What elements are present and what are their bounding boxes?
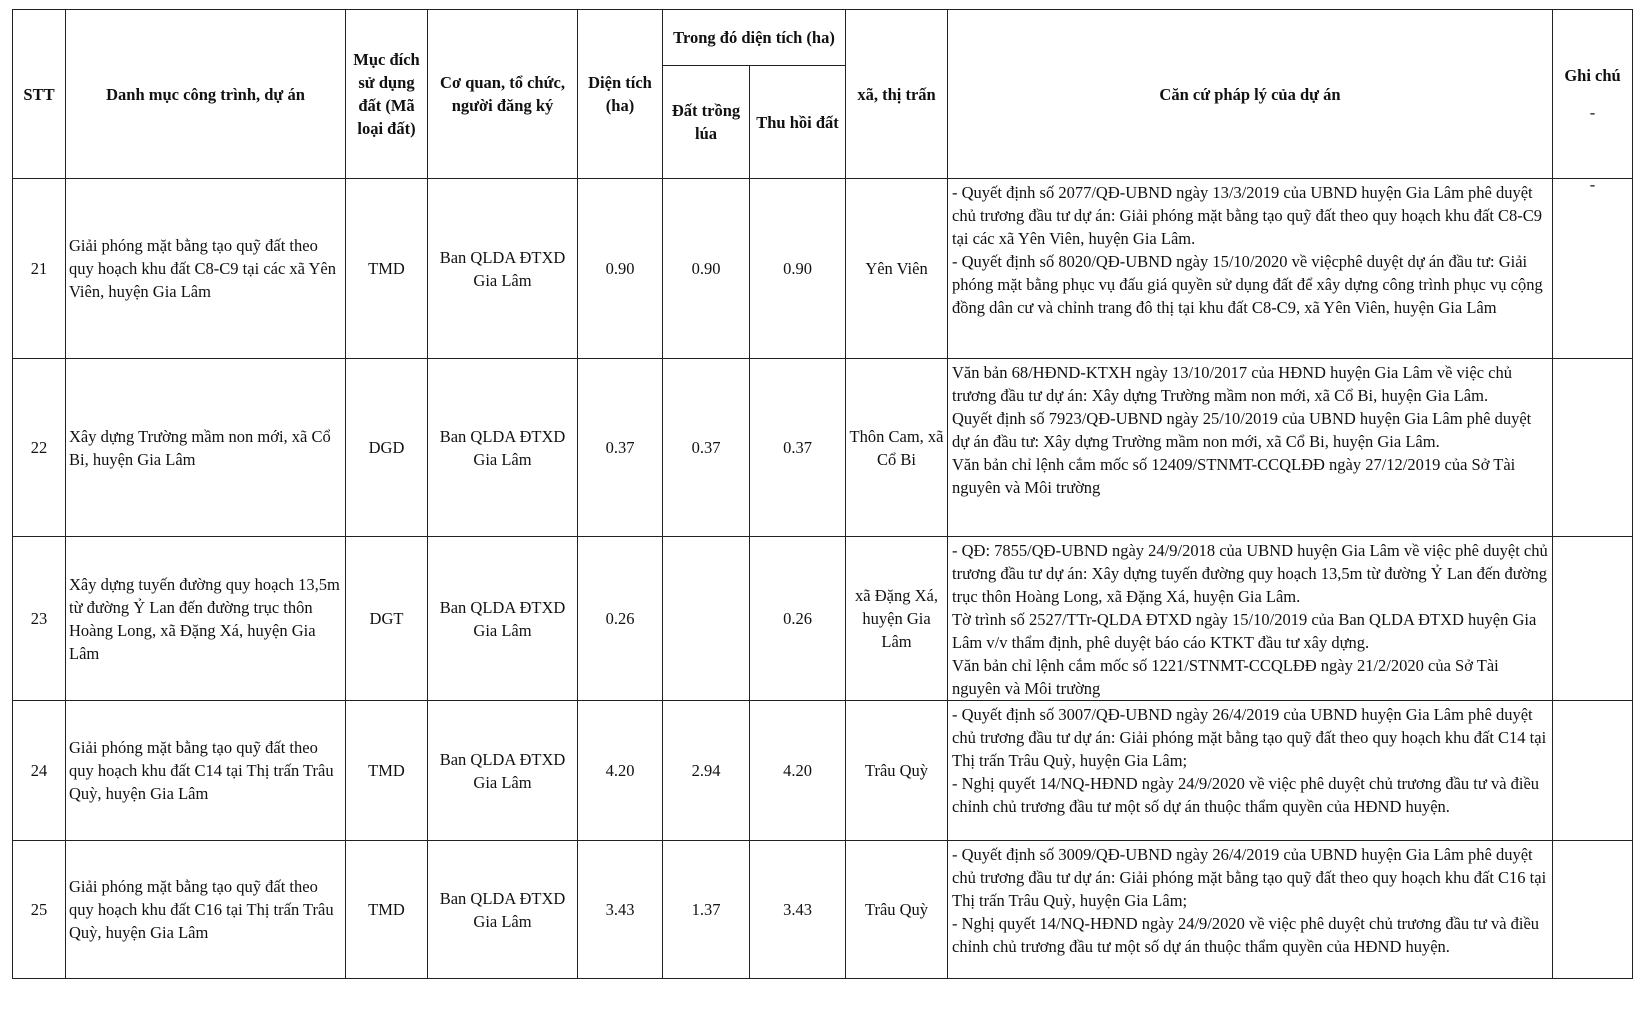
row-rice-land-area: 1.37: [663, 841, 750, 979]
row-legal-basis: [948, 701, 1553, 841]
table-row: [13, 537, 1633, 701]
row-stt: 22: [13, 359, 66, 537]
row-stt: 23: [13, 537, 66, 701]
row-agency: Ban QLDA ĐTXD Gia Lâm: [428, 359, 578, 537]
header-agency: Cơ quan, tổ chức, người đăng ký: [428, 10, 578, 179]
table-header: [13, 10, 1633, 179]
legal-basis-line: Quyết định số 7923/QĐ-UBND ngày 25/10/2019 của UBND huyện Gia Lâm phê duyệt dự án đầu tư: Xây dựng Trường mầm non mới, xã Cổ Bi, huyện Gia Lâm.: [952, 409, 1532, 451]
table-row: [13, 701, 1633, 841]
row-commune: xã Đặng Xá, huyện Gia Lâm: [846, 537, 948, 701]
header-recovered: Thu hồi đất: [750, 66, 846, 179]
row-note: [1553, 537, 1633, 701]
row-land-use-code: TMD: [346, 701, 428, 841]
header-note-mark: -: [1589, 103, 1596, 122]
row-agency: Ban QLDA ĐTXD Gia Lâm: [428, 537, 578, 701]
row-recovered-area: 0.37: [750, 359, 846, 537]
row-rice-land-area: 0.90: [663, 179, 750, 359]
table-row: [13, 179, 1633, 359]
legal-basis-line: - Quyết định số 2077/QĐ-UBND ngày 13/3/2019 của UBND huyện Gia Lâm phê duyệt chủ trương đầu tư dự án: Giải phóng mặt bằng tạo quỹ đất theo quy hoạch khu đất C8-C9 tại các xã Yên Viên, huyện Gia Lâm.: [952, 183, 1543, 248]
row-rice-land-area: 2.94: [663, 701, 750, 841]
row-area: 0.37: [578, 359, 663, 537]
note-mark: -: [1589, 178, 1596, 194]
row-land-use-code: TMD: [346, 841, 428, 979]
table-row: [13, 841, 1633, 979]
table-body: [13, 179, 1633, 979]
header-of-which: Trong đó diện tích (ha): [663, 10, 846, 66]
row-agency: Ban QLDA ĐTXD Gia Lâm: [428, 701, 578, 841]
row-area: 0.26: [578, 537, 663, 701]
row-legal-basis: [948, 359, 1553, 537]
header-area: Diện tích (ha): [578, 10, 663, 179]
row-area: 0.90: [578, 179, 663, 359]
header-purpose: Mục đích sử dụng đất (Mã loại đất): [346, 10, 428, 179]
row-note: [1553, 701, 1633, 841]
row-land-use-code: TMD: [346, 179, 428, 359]
header-note: [1553, 10, 1633, 179]
row-rice-land-area: [663, 537, 750, 701]
row-area: 4.20: [578, 701, 663, 841]
row-commune: Trâu Quỳ: [846, 841, 948, 979]
legal-basis-line: - Quyết định số 8020/QĐ-UBND ngày 15/10/2020 về việcphê duyệt dự án đầu tư: Giải phóng mặt bằng phục vụ đấu giá quyền sử dụng đất để xây dựng công trình phục vụ cộng đồng dân cư và chỉnh trang đô thị tại khu đất C8-C9, xã Yên Viên, huyện Gia Lâm: [952, 252, 1543, 317]
row-agency: Ban QLDA ĐTXD Gia Lâm: [428, 179, 578, 359]
land-use-project-table: [12, 9, 1633, 979]
header-legal-basis: Căn cứ pháp lý của dự án: [948, 10, 1553, 179]
header-commune: xã, thị trấn: [846, 10, 948, 179]
row-rice-land-area: 0.37: [663, 359, 750, 537]
row-legal-basis: [948, 537, 1553, 701]
row-stt: 25: [13, 841, 66, 979]
row-recovered-area: 3.43: [750, 841, 846, 979]
legal-basis-line: Tờ trình số 2527/TTr-QLDA ĐTXD ngày 15/10/2019 của Ban QLDA ĐTXD huyện Gia Lâm v/v thẩm định, phê duyệt báo cáo KTKT đầu tư xây dựng.: [952, 610, 1537, 652]
row-commune: Trâu Quỳ: [846, 701, 948, 841]
row-land-use-code: DGD: [346, 359, 428, 537]
legal-basis-line: Văn bản 68/HĐND-KTXH ngày 13/10/2017 của HĐND huyện Gia Lâm về việc chủ trương đầu tư dự án: Xây dựng Trường mầm non mới, xã Cổ Bi, huyện Gia Lâm.: [952, 363, 1512, 405]
row-legal-basis: [948, 841, 1553, 979]
row-stt: 24: [13, 701, 66, 841]
row-area: 3.43: [578, 841, 663, 979]
row-commune: Yên Viên: [846, 179, 948, 359]
row-note: [1553, 179, 1633, 359]
row-commune: Thôn Cam, xã Cổ Bi: [846, 359, 948, 537]
row-stt: 21: [13, 179, 66, 359]
header-rice-land: Đất trồng lúa: [663, 66, 750, 179]
header-project: Danh mục công trình, dự án: [66, 10, 346, 179]
legal-basis-line: - QĐ: 7855/QĐ-UBND ngày 24/9/2018 của UBND huyện Gia Lâm về việc phê duyệt chủ trương đầu tư dự án: Xây dựng tuyến đường quy hoạch 13,5m từ đường Ỷ Lan đến đường trục thôn Hoàng Long, xã Đặng Xá, huyện Gia Lâm.: [952, 541, 1548, 606]
legal-basis-line: - Nghị quyết 14/NQ-HĐND ngày 24/9/2020 về việc phê duyệt chủ trương đầu tư và điều chỉnh chủ trương đầu tư một số dự án thuộc thẩm quyền của HĐND huyện.: [952, 914, 1540, 956]
row-recovered-area: 0.90: [750, 179, 846, 359]
row-legal-basis: [948, 179, 1553, 359]
legal-basis-line: - Quyết định số 3007/QĐ-UBND ngày 26/4/2019 của UBND huyện Gia Lâm phê duyệt chủ trương đầu tư dự án: Giải phóng mặt bằng tạo quỹ đất theo quy hoạch khu đất C14 tại Thị trấn Trâu Quỳ, huyện Gia Lâm;: [952, 705, 1547, 770]
row-project-name: Giải phóng mặt bằng tạo quỹ đất theo quy hoạch khu đất C14 tại Thị trấn Trâu Quỳ, huyện Gia Lâm: [66, 701, 346, 841]
legal-basis-line: Văn bản chỉ lệnh cắm mốc số 12409/STNMT-CCQLĐĐ ngày 27/12/2019 của Sở Tài nguyên và Môi trường: [952, 455, 1516, 497]
header-stt: STT: [13, 10, 66, 179]
header-note-label: Ghi chú: [1564, 66, 1621, 85]
row-project-name: Giải phóng mặt bằng tạo quỹ đất theo quy hoạch khu đất C16 tại Thị trấn Trâu Quỳ, huyện Gia Lâm: [66, 841, 346, 979]
row-recovered-area: 0.26: [750, 537, 846, 701]
row-agency: Ban QLDA ĐTXD Gia Lâm: [428, 841, 578, 979]
legal-basis-line: Văn bản chỉ lệnh cắm mốc số 1221/STNMT-CCQLĐĐ ngày 21/2/2020 của Sở Tài nguyên và Môi trường: [952, 656, 1499, 698]
row-recovered-area: 4.20: [750, 701, 846, 841]
row-note: [1553, 359, 1633, 537]
table-row: [13, 359, 1633, 537]
row-note: [1553, 841, 1633, 979]
row-project-name: Xây dựng tuyến đường quy hoạch 13,5m từ đường Ỷ Lan đến đường trục thôn Hoàng Long, xã Đặng Xá, huyện Gia Lâm: [66, 537, 346, 701]
legal-basis-line: - Quyết định số 3009/QĐ-UBND ngày 26/4/2019 của UBND huyện Gia Lâm phê duyệt chủ trương đầu tư dự án: Giải phóng mặt bằng tạo quỹ đất theo quy hoạch khu đất C16 tại Thị trấn Trâu Quỳ, huyện Gia Lâm;: [952, 845, 1547, 910]
row-project-name: Xây dựng Trường mầm non mới, xã Cổ Bi, huyện Gia Lâm: [66, 359, 346, 537]
row-project-name: Giải phóng mặt bằng tạo quỹ đất theo quy hoạch khu đất C8-C9 tại các xã Yên Viên, huyện Gia Lâm: [66, 179, 346, 359]
row-land-use-code: DGT: [346, 537, 428, 701]
legal-basis-line: - Nghị quyết 14/NQ-HĐND ngày 24/9/2020 về việc phê duyệt chủ trương đầu tư và điều chỉnh chủ trương đầu tư một số dự án thuộc thẩm quyền của HĐND huyện.: [952, 774, 1540, 816]
